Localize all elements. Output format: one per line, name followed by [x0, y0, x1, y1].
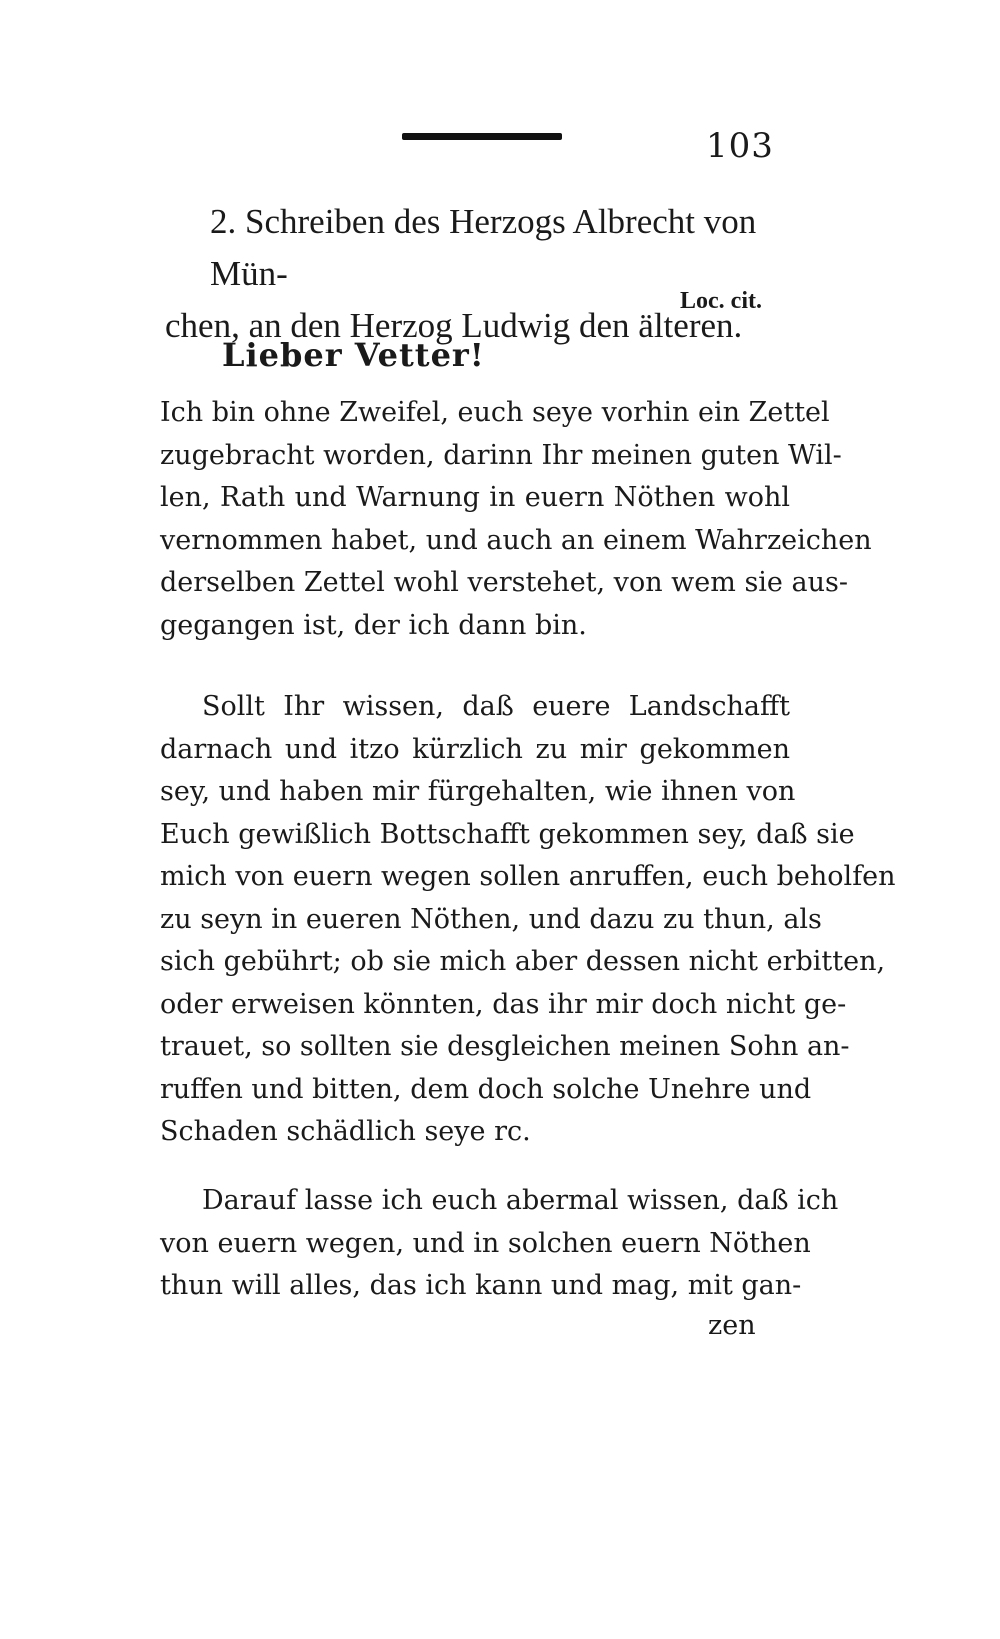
source-citation: Loc. cit.: [680, 288, 762, 314]
paragraph-line: Darauf lasse ich euch abermal wissen, daß ich: [202, 1185, 839, 1216]
paragraph-line: Euch gewißlich Bottschafft gekommen sey, daß sie: [160, 818, 855, 850]
paragraph-line: vernommen habet, und auch an einem Wahrzeichen: [160, 524, 872, 556]
header-rule: [402, 133, 562, 140]
paragraph-line: thun will alles, das ich kann und mag, mit gan-: [160, 1270, 802, 1301]
paragraph-line: sey, und haben mir fürgehalten, wie ihnen von: [160, 776, 796, 807]
paragraph-line: sich gebührt; ob sie mich aber dessen nicht erbitten,: [160, 946, 886, 977]
catchword: zen: [708, 1310, 756, 1341]
paragraph-line: Schaden schädlich seye rc.: [160, 1116, 531, 1147]
paragraph-line: von euern wegen, und in solchen euern Nöthen: [160, 1227, 811, 1259]
paragraph-line: Ich bin ohne Zweifel, euch seye vorhin ein Zettel: [160, 397, 830, 428]
paragraph-line: zu seyn in eueren Nöthen, und dazu zu thun, als: [160, 903, 822, 935]
paragraph-line: darnach und itzo kürzlich zu mir gekommen: [160, 733, 790, 765]
letter-heading: [165, 196, 790, 352]
heading-line-2: chen, an den Herzog Ludwig den älteren.: [165, 306, 743, 345]
paragraph-line: zugebracht worden, darinn Ihr meinen guten Wil-: [160, 439, 842, 471]
heading-line-1: 2. Schreiben des Herzogs Albrecht von Mün-: [210, 202, 757, 293]
salutation: Lieber Vetter!: [222, 336, 485, 374]
paragraph-line: oder erweisen könnten, das ihr mir doch nicht ge-: [160, 988, 847, 1020]
paragraph-line: derselben Zettel wohl verstehet, von wem sie aus-: [160, 567, 848, 598]
paragraph-line: Sollt Ihr wissen, daß euere Landschafft: [202, 691, 790, 722]
paragraph-1: [160, 392, 872, 647]
paragraph-line: len, Rath und Warnung in euern Nöthen wohl: [160, 482, 790, 513]
paragraph-line: mich von euern wegen sollen anruffen, euch beholfen: [160, 861, 896, 892]
paragraph-2: [160, 686, 896, 1154]
paragraph-3: [160, 1180, 839, 1308]
paragraph-line: ruffen und bitten, dem doch solche Unehre und: [160, 1073, 812, 1105]
paragraph-line: trauet, so sollten sie desgleichen meinen Sohn an-: [160, 1031, 850, 1062]
page-number: 103: [706, 126, 774, 166]
paragraph-line: gegangen ist, der ich dann bin.: [160, 609, 587, 641]
